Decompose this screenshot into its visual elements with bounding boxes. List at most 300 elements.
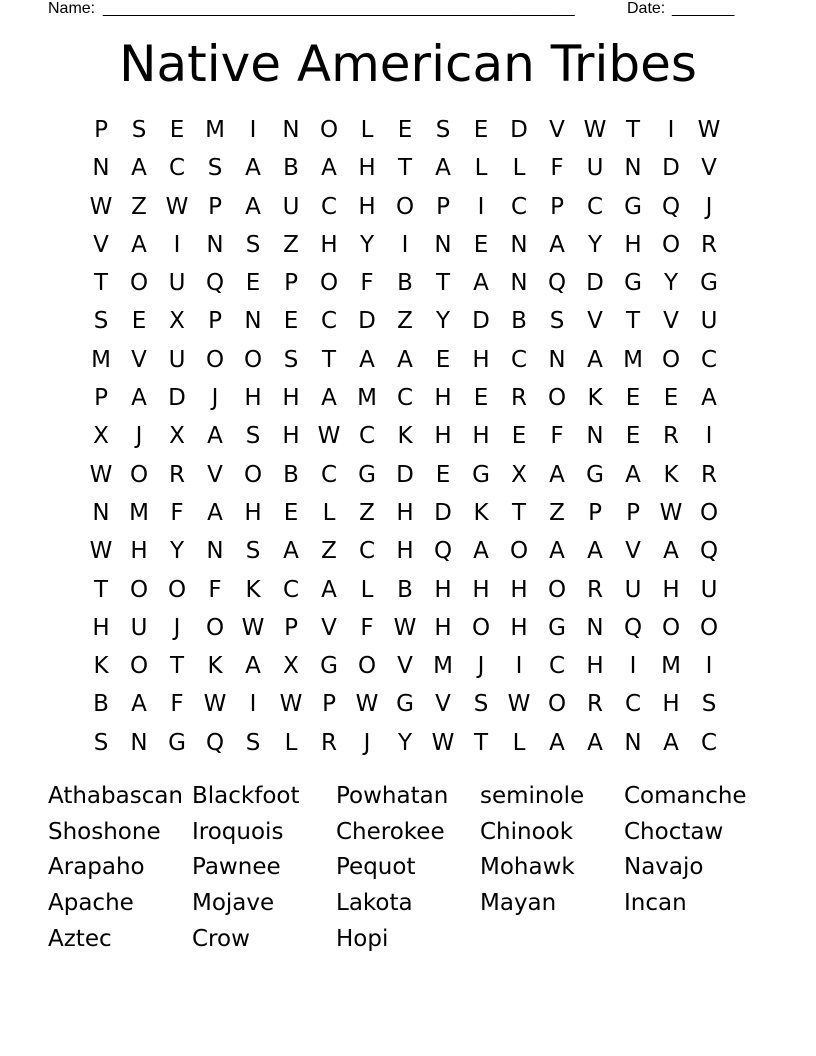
word-list-item: Athabascan [48,783,184,809]
grid-cell: X [169,423,185,450]
grid-cell: A [587,729,603,756]
grid-cell: N [244,308,262,335]
grid-cell: M [91,346,111,373]
grid-cell: C [700,346,718,373]
grid-cell: Q [433,538,453,565]
grid-cell: G [548,614,566,641]
page-title: Native American Tribes [119,35,697,93]
grid-cell: A [245,653,261,680]
grid-cell: T [93,576,109,603]
grid-cell: B [397,270,413,297]
grid-cell: U [130,614,148,641]
grid-row [82,379,728,417]
grid-cell: W [355,691,379,718]
grid-cell: L [512,155,526,182]
grid-cell: O [129,576,149,603]
grid-cell: R [321,729,337,756]
grid-cell: O [661,614,681,641]
grid-cell: L [360,117,374,143]
grid-cell: P [436,193,450,220]
grid-cell: E [131,308,147,335]
grid-cell: J [705,193,713,220]
grid-cell: G [320,653,338,680]
grid-cell: H [662,691,680,718]
grid-cell: D [510,117,528,143]
grid-cell: N [206,231,224,258]
grid-cell: D [434,499,452,526]
word-list-item: Cherokee [336,818,445,845]
word-list [48,779,768,957]
grid-cell: K [93,653,109,680]
grid-cell: P [284,614,298,641]
grid-cell: M [433,653,453,680]
grid-cell: H [434,423,452,450]
grid-cell: V [131,346,147,373]
grid-cell: T [93,270,109,297]
grid-cell: N [510,231,528,258]
grid-cell: E [435,461,451,488]
grid-cell: G [624,193,642,220]
grid-cell: E [283,308,299,335]
grid-cell: M [357,385,377,412]
grid-cell: P [94,117,108,143]
grid-cell: J [135,423,143,450]
grid-cell: W [317,423,341,450]
grid-cell: P [550,193,564,220]
grid-cell: A [587,346,603,373]
grid-cell: N [206,538,224,565]
grid-cell: B [283,155,299,182]
grid-cell: Y [397,729,413,756]
grid-cell: N [434,231,452,258]
grid-row [82,647,728,685]
header-line [48,0,748,20]
grid-cell: B [511,308,527,335]
grid-cell: P [208,308,222,335]
grid-cell: Q [661,193,681,220]
word-list-item: Hopi [336,925,389,952]
grid-cell: Z [549,499,565,526]
grid-row [82,341,728,379]
word-list-item: seminole [480,783,585,809]
word-list-item: Mohawk [480,854,575,881]
grid-cell: A [473,270,489,297]
grid-cell: W [89,461,113,488]
grid-cell: S [207,155,223,182]
grid-cell: V [587,308,603,335]
grid-cell: H [358,155,376,182]
grid-cell: A [131,231,147,258]
grid-cell: C [586,193,604,220]
grid-cell: B [397,576,413,603]
grid-cell: H [130,538,148,565]
grid-cell: W [279,691,303,718]
grid-cell: W [697,117,721,143]
grid-cell: A [131,691,147,718]
grid-cell: H [586,653,604,680]
grid-row [82,302,728,340]
grid-cell: X [93,423,109,450]
word-list-item: Arapaho [48,854,145,881]
grid-cell: P [626,499,640,526]
grid-cell: C [358,423,376,450]
grid-cell: D [662,155,680,182]
grid-cell: H [244,385,262,412]
grid-cell: V [435,691,451,718]
grid-cell: I [705,653,713,680]
grid-row [82,264,728,302]
grid-cell: E [625,385,641,412]
grid-cell: I [629,653,637,680]
grid-cell: U [282,193,300,220]
grid-cell: Q [547,270,567,297]
grid-cell: M [661,653,681,680]
grid-cell: E [283,499,299,526]
grid-cell: I [667,117,675,143]
grid-cell: M [129,499,149,526]
grid-cell: H [472,346,490,373]
grid-cell: Z [321,538,337,565]
name-blank: _____________________________________________________ [103,0,575,17]
grid-cell: H [358,193,376,220]
grid-cell: E [473,385,489,412]
grid-cell: N [548,346,566,373]
word-list-item: Comanche [624,783,747,809]
grid-cell: H [396,538,414,565]
grid-cell: U [624,576,642,603]
grid-cell: O [395,193,415,220]
grid-cell: O [243,346,263,373]
grid-cell: E [245,270,261,297]
grid-cell: Q [205,729,225,756]
grid-cell: W [165,193,189,220]
grid-cell: A [359,346,375,373]
grid-cell: E [397,117,413,143]
grid-cell: F [170,691,184,718]
grid-cell: J [173,614,181,641]
grid-cell: C [510,346,528,373]
grid-cell: O [205,346,225,373]
grid-cell: H [244,499,262,526]
word-list-item: Mayan [480,890,557,917]
grid-cell: R [511,385,527,412]
grid-cell: A [549,538,565,565]
grid-cell: K [245,576,261,603]
grid-cell: A [435,155,451,182]
grid-cell: A [245,155,261,182]
grid-cell: T [435,270,451,297]
grid-cell: O [205,614,225,641]
grid-cell: R [587,691,603,718]
grid-cell: W [241,614,265,641]
grid-cell: J [363,729,371,756]
grid-cell: C [320,193,338,220]
grid-cell: T [321,346,337,373]
grid-row [82,456,728,494]
grid-cell: C [624,691,642,718]
word-list-item: Navajo [624,854,704,881]
grid-cell: O [699,499,719,526]
grid-cell: V [397,653,413,680]
grid-cell: W [659,499,683,526]
grid-cell: V [321,614,337,641]
grid-cell: I [173,231,181,258]
grid-cell: O [129,270,149,297]
grid-cell: H [510,614,528,641]
grid-cell: E [663,385,679,412]
grid-cell: C [320,308,338,335]
grid-cell: Q [623,614,643,641]
grid-cell: R [663,423,679,450]
grid-row [82,532,728,570]
grid-cell: O [547,691,567,718]
grid-cell: N [624,729,642,756]
grid-cell: G [396,691,414,718]
grid-cell: A [549,461,565,488]
grid-cell: B [283,461,299,488]
grid-cell: Y [435,308,451,335]
grid-cell: K [473,499,489,526]
grid-cell: V [549,117,565,143]
grid-cell: H [624,231,642,258]
grid-cell: L [512,729,526,756]
grid-cell: G [472,461,490,488]
grid-cell: R [701,231,717,258]
grid-cell: K [587,385,603,412]
grid-cell: Q [699,538,719,565]
grid-cell: N [510,270,528,297]
grid-row [82,724,728,762]
grid-cell: A [321,385,337,412]
grid-row [82,571,728,609]
grid-cell: U [700,576,718,603]
grid-cell: N [282,117,300,143]
grid-cell: E [435,346,451,373]
word-list-item: Aztec [48,925,112,952]
grid-cell: S [283,346,299,373]
grid-row [82,188,728,226]
grid-cell: E [625,423,641,450]
grid-cell: H [282,385,300,412]
grid-cell: T [625,117,641,143]
grid-cell: A [321,155,337,182]
grid-cell: A [207,499,223,526]
grid-cell: B [93,691,109,718]
grid-cell: R [169,461,185,488]
grid-cell: A [321,576,337,603]
grid-cell: H [472,576,490,603]
word-list-item: Chinook [480,818,574,845]
grid-cell: O [129,653,149,680]
word-list-item: Apache [48,890,134,917]
grid-cell: T [397,155,413,182]
grid-cell: F [360,270,374,297]
grid-cell: I [249,691,257,718]
grid-row [82,609,728,647]
grid-cell: A [663,729,679,756]
word-search-grid [82,111,728,762]
grid-cell: L [474,155,488,182]
grid-cell: E [473,231,489,258]
grid-cell: K [207,653,223,680]
grid-cell: W [583,117,607,143]
grid-cell: A [473,538,489,565]
grid-cell: L [322,499,336,526]
grid-cell: O [243,461,263,488]
grid-cell: Z [397,308,413,335]
grid-cell: M [205,117,225,143]
grid-cell: W [203,691,227,718]
grid-cell: T [511,499,527,526]
grid-cell: Q [205,270,225,297]
grid-cell: O [319,270,339,297]
grid-cell: E [473,117,489,143]
grid-cell: X [283,653,299,680]
grid-cell: A [701,385,717,412]
grid-cell: D [472,308,490,335]
grid-cell: P [208,193,222,220]
name-label: Name: [48,0,96,17]
grid-cell: O [661,346,681,373]
grid-cell: A [587,538,603,565]
grid-cell: V [93,231,109,258]
grid-cell: S [93,308,109,335]
grid-cell: O [547,385,567,412]
grid-cell: S [245,231,261,258]
grid-cell: I [477,193,485,220]
grid-cell: S [245,423,261,450]
grid-cell: H [92,614,110,641]
grid-cell: A [207,423,223,450]
grid-cell: N [624,155,642,182]
grid-cell: T [169,653,185,680]
grid-cell: X [169,308,185,335]
grid-cell: F [208,576,222,603]
grid-cell: G [586,461,604,488]
grid-cell: D [396,461,414,488]
grid-cell: X [511,461,527,488]
grid-cell: N [92,499,110,526]
grid-cell: H [434,576,452,603]
word-list-item: Incan [624,890,687,917]
grid-cell: S [435,117,451,143]
grid-cell: C [320,461,338,488]
grid-cell: O [471,614,491,641]
word-list-item: Pequot [336,854,416,881]
grid-cell: P [588,499,602,526]
grid-cell: V [625,538,641,565]
word-list-item: Crow [192,925,250,952]
grid-cell: P [94,385,108,412]
grid-cell: H [282,423,300,450]
grid-cell: C [282,576,300,603]
grid-cell: A [245,193,261,220]
grid-cell: I [705,423,713,450]
word-list-item: Blackfoot [192,783,300,809]
grid-cell: C [700,729,718,756]
grid-cell: E [511,423,527,450]
grid-cell: D [586,270,604,297]
grid-cell: W [507,691,531,718]
grid-cell: A [663,538,679,565]
grid-cell: L [360,576,374,603]
grid-cell: S [245,729,261,756]
grid-cell: T [625,308,641,335]
grid-cell: V [663,308,679,335]
grid-cell: S [93,729,109,756]
grid-cell: F [360,614,374,641]
word-list-item: Choctaw [624,818,724,845]
grid-cell: H [510,576,528,603]
grid-cell: S [701,691,717,718]
grid-cell: S [245,538,261,565]
grid-cell: N [130,729,148,756]
grid-cell: G [358,461,376,488]
grid-cell: Z [359,499,375,526]
grid-cell: R [587,576,603,603]
grid-cell: U [586,155,604,182]
grid-cell: C [548,653,566,680]
grid-cell: D [168,385,186,412]
grid-cell: O [357,653,377,680]
grid-cell: I [249,117,257,143]
grid-cell: K [663,461,679,488]
grid-cell: O [509,538,529,565]
grid-cell: W [431,729,455,756]
grid-cell: H [320,231,338,258]
grid-cell: W [393,614,417,641]
grid-cell: U [168,346,186,373]
grid-cell: P [284,270,298,297]
grid-cell: S [549,308,565,335]
grid-cell: O [129,461,149,488]
grid-cell: E [169,117,185,143]
word-list-item: Pawnee [192,854,281,881]
grid-cell: G [168,729,186,756]
grid-cell: F [550,155,564,182]
grid-cell: Y [587,231,603,258]
grid-cell: Y [169,538,185,565]
grid-cell: W [89,193,113,220]
grid-row [82,226,728,264]
grid-cell: K [397,423,413,450]
grid-cell: A [131,155,147,182]
grid-cell: G [700,270,718,297]
grid-cell: G [624,270,642,297]
grid-cell: S [131,117,147,143]
grid-cell: O [699,614,719,641]
word-list-item: Powhatan [336,783,449,809]
word-list-item: Lakota [336,890,413,917]
grid-row [82,685,728,723]
grid-cell: O [661,231,681,258]
grid-cell: A [549,231,565,258]
grid-cell: U [700,308,718,335]
grid-cell: S [473,691,489,718]
grid-cell: C [168,155,186,182]
date-label: Date: [627,0,666,17]
grid-cell: N [586,423,604,450]
grid-cell: O [319,117,339,143]
grid-cell: C [358,538,376,565]
grid-row [82,149,728,187]
grid-cell: V [207,461,223,488]
grid-cell: C [510,193,528,220]
grid-cell: O [167,576,187,603]
grid-cell: A [625,461,641,488]
grid-cell: U [168,270,186,297]
grid-row [82,494,728,532]
